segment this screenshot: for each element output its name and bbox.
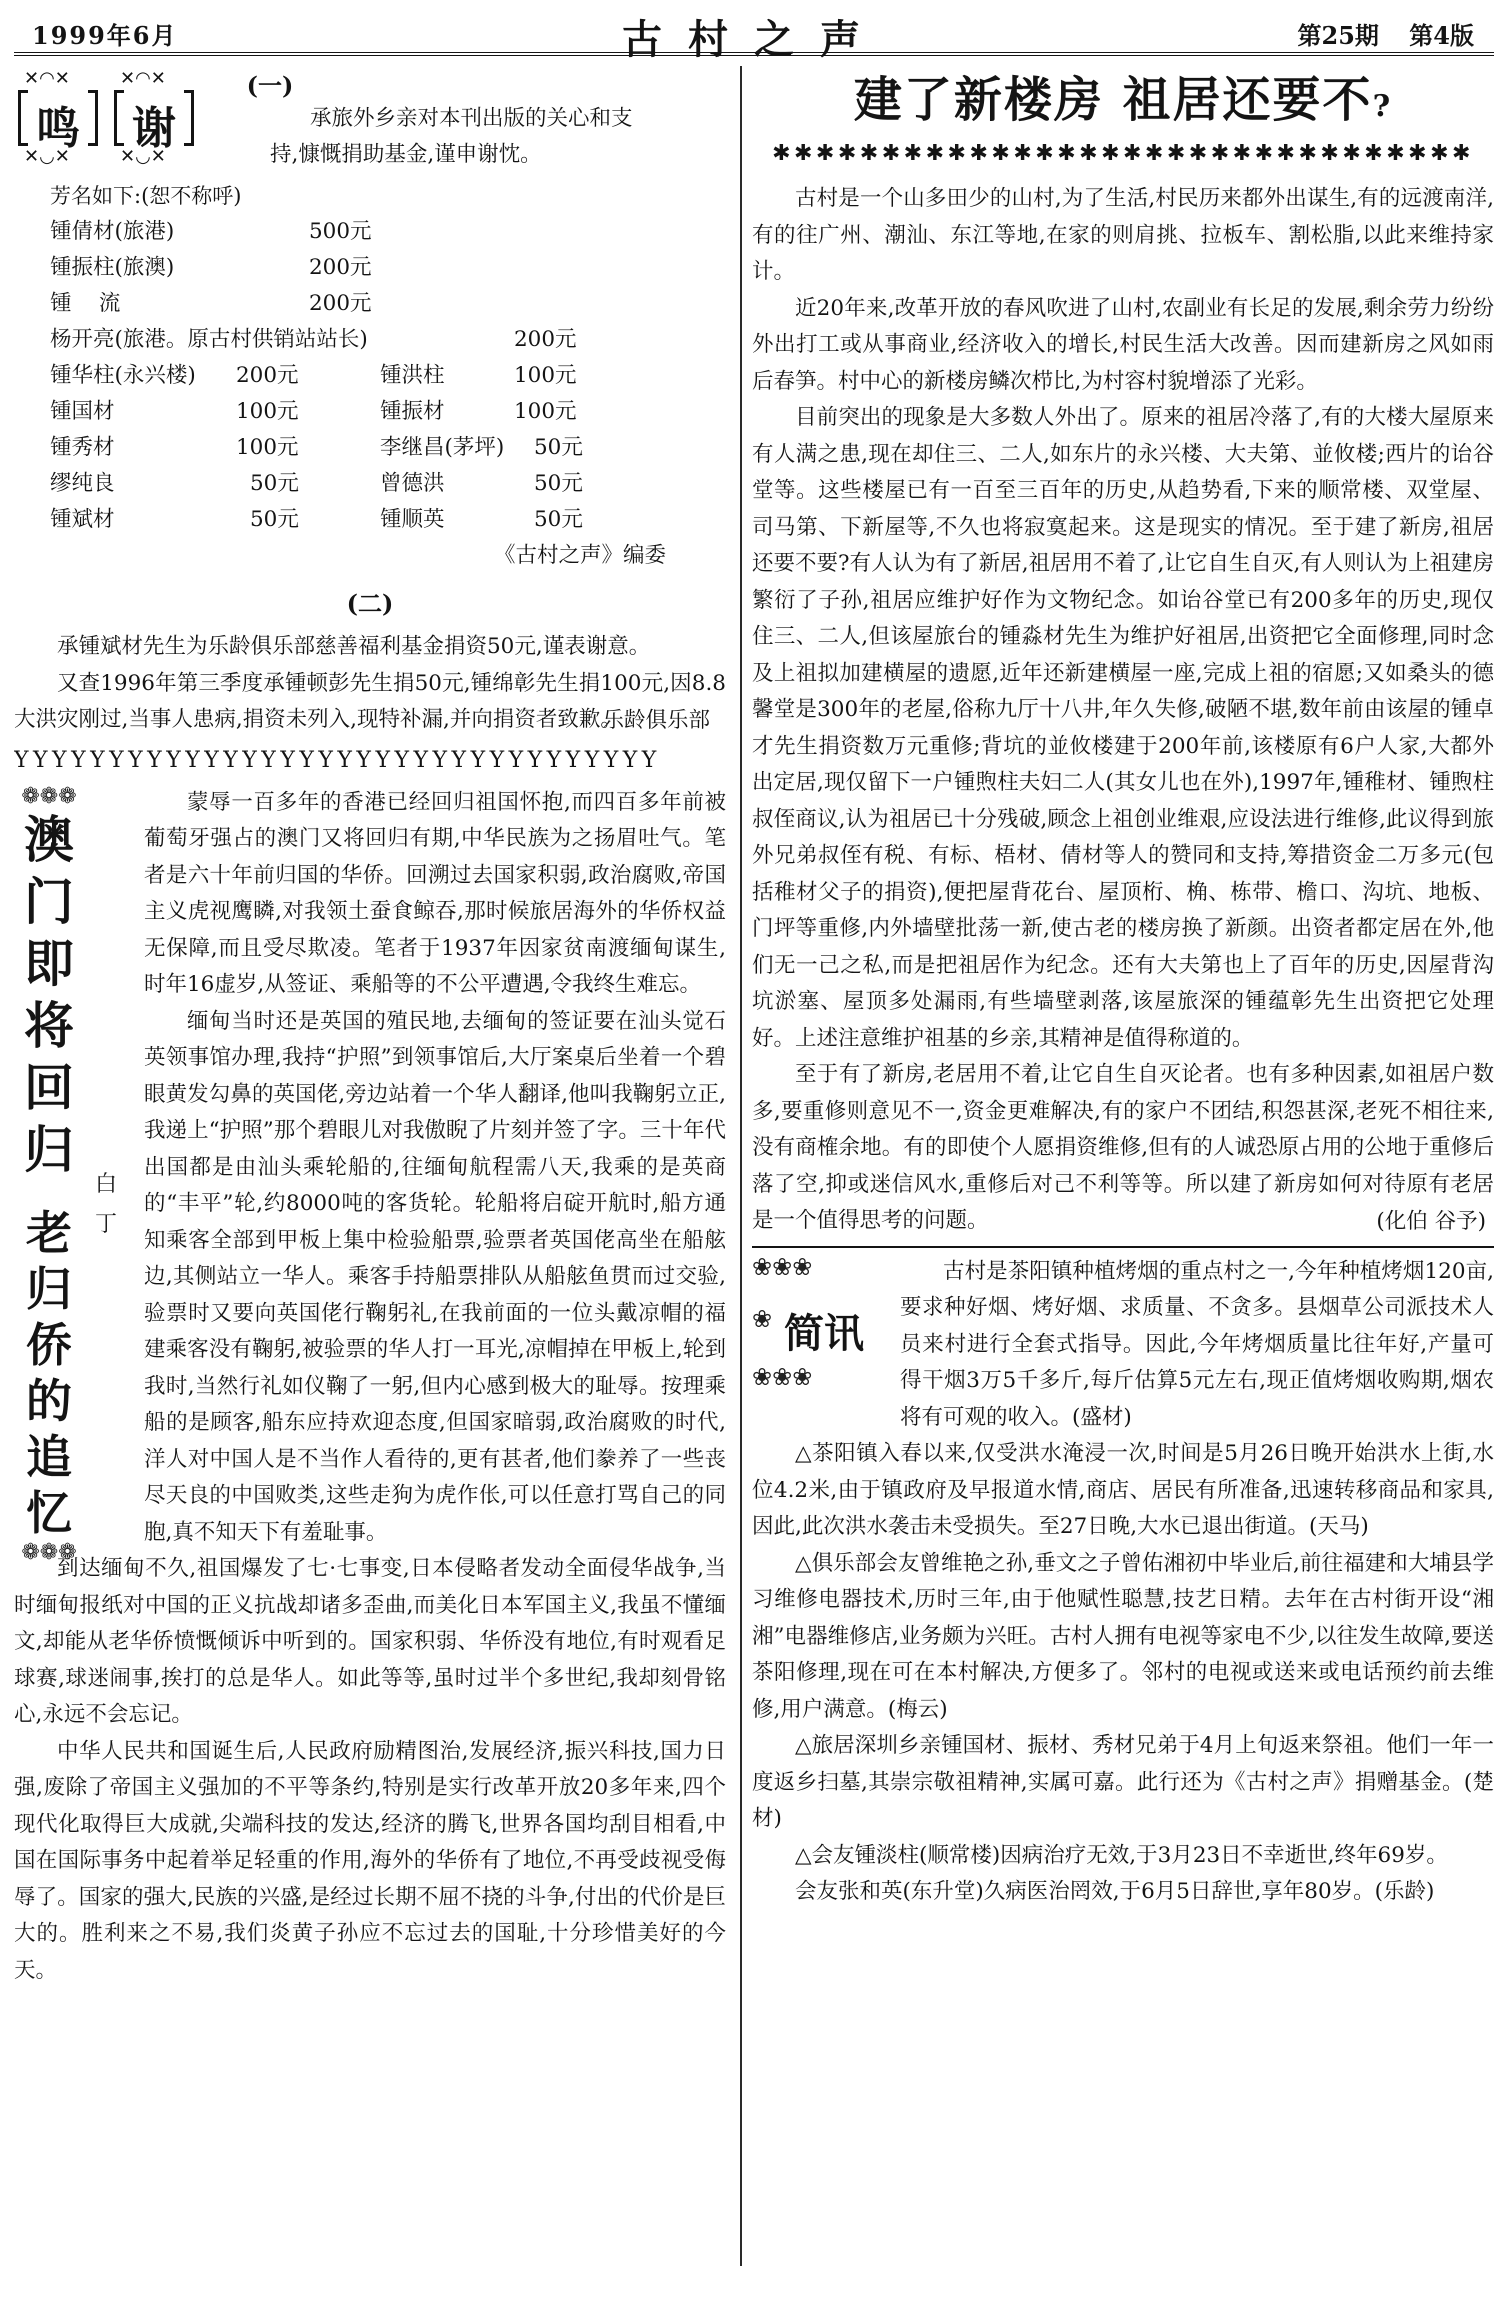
donor-list [14, 214, 726, 538]
brief-item [752, 1728, 1494, 1838]
knot-ornament-icon: ✕◡✕ [24, 146, 70, 167]
flower-ornament-icon: ❀❀❀ [752, 1362, 813, 1391]
thanks-deco-left [18, 70, 98, 166]
donor-row [14, 358, 726, 394]
brief-credit: (乐龄) [1374, 1879, 1435, 1904]
knot-ornament-icon: ✕◠✕ [24, 68, 70, 89]
donor-name: 锺振材 [380, 399, 445, 424]
donor-amount: 500元 [309, 219, 372, 244]
donor-list-title: 芳名如下:(恕不称呼) [50, 184, 242, 208]
donor-name: 锺洪柱 [380, 363, 445, 388]
brief-item [752, 1838, 1494, 1875]
thanks-header [14, 66, 726, 178]
donor-name: 杨开亮(旅港。原古村供销站站长) [50, 327, 368, 352]
author-char: 丁 [94, 1211, 117, 1237]
section-number-1: (一) [246, 71, 294, 100]
donor-name: 锺 流 [50, 291, 121, 316]
donor-name: 锺秀材 [50, 435, 115, 460]
donor-amount: 200元 [309, 291, 372, 316]
brief-text: 会友张和英(东升堂)久病医治罔效,于6月5日辞世,享年80岁。 [795, 1879, 1375, 1904]
donor-row [14, 430, 726, 466]
donor-amount: 200元 [514, 327, 577, 352]
right-column [752, 66, 1494, 1911]
title-char: 归 [26, 1261, 72, 1316]
brief-item [752, 1874, 1494, 1911]
donor-amount: 100元 [514, 363, 577, 388]
macao-paragraph: 到达缅甸不久,祖国爆发了七·七事变,日本侵略者发动全面侵华战争,当时缅甸报纸对中国的正义抗战却诸多歪曲,而美化日本军国主义,我虽不懂缅文,却能从老华侨愤慨倾诉中听到的。国家积弱、华侨没有地位,有时观看足球赛,球迷闹事,挨打的总是华人。如此等等,虽时过半个多世纪,我却刻骨铭心,永远不会忘记。 [14, 1556, 726, 1727]
brief-text: △俱乐部会友曾维艳之孙,垂文之子曾佑湘初中毕业后,前往福建和大埔县学习维修电器技术,历时三年,由于他赋性聪慧,技艺日精。去年在古村街开设“湘湘”电器维修店,业务颇为兴旺。古村人拥有电视等家电不少,以往发生故障,要送茶阳修理,现在可在本村解决,方便多了。邻村的电视或送来或电话预约前去维修,用户满意。 [752, 1550, 1494, 1722]
donor-amount: 200元 [309, 255, 372, 280]
macao-body-indented [144, 785, 726, 1004]
thanks-intro [210, 66, 710, 173]
donor-name: 缪纯良 [50, 471, 115, 496]
brief-text: 古村是茶阳镇种植烤烟的重点村之一,今年种植烤烟120亩,要求种好烟、烤好烟、求质量、不贪多。县烟草公司派技术人员来村进行全套式指导。因此,今年烤烟质量比往年好,产量可得干烟3万5千多斤,每斤估算5元左右,现正值烤烟收购期,烟农将有可观的收入。 [900, 1258, 1494, 1430]
donor-amount: 100元 [236, 435, 299, 460]
macao-title [14, 785, 84, 1565]
issue-date: 1999年6月 [32, 21, 178, 50]
donor-name: 锺倩材(旅港) [50, 219, 175, 244]
author-char: 白 [94, 1171, 117, 1197]
donor-row [14, 394, 726, 430]
macao-body [144, 1004, 726, 1552]
donor-name: 锺华柱(永兴楼) [50, 363, 196, 388]
issue-info [1276, 16, 1474, 51]
macao-article [14, 785, 726, 1990]
donor-amount: 100元 [514, 399, 577, 424]
title-char: 追 [26, 1429, 72, 1484]
donor-amount: 50元 [534, 435, 583, 460]
donor-amount: 50元 [534, 471, 583, 496]
y-ornament-divider: YYYYYYYYYYYYYYYYYYYYYYYYYYYYYYYYYY [14, 747, 661, 773]
brief-credit: (天马) [1309, 1514, 1369, 1539]
title-char: 忆 [26, 1485, 72, 1540]
column-divider [740, 66, 742, 2266]
macao-paragraph: 中华人民共和国诞生后,人民政府励精图治,发展经济,振兴科技,国力日强,废除了帝国主义强加的不平等条约,特别是实行改革开放20多年来,四个现代化取得巨大成就,尖端科技的发达,经济的腾飞,世界各国均刮目相看,中国在国际事务中起着举足轻重的作用,海外的华侨有了地位,不再受歧视受侮辱了。国家的强大,民族的兴盛,是经过长期不屈不挠的斗争,付出的代价是巨大的。胜利来之不易,我们炎黄子孙应不忘过去的国耻,十分珍惜美好的今天。 [14, 1738, 726, 1983]
brief-title: 简讯 [784, 1309, 864, 1357]
donor-amount: 50元 [534, 507, 583, 532]
brief-title-box [752, 1254, 884, 1400]
macao-paragraph: 蒙辱一百多年的香港已经回归祖国怀抱,而四百多年前被葡萄牙强占的澳门又将回归有期,中华民族为之扬眉吐气。笔者是六十年前归国的华侨。回溯过去国家积弱,政治腐败,帝国主义虎视鹰瞵,对我领土蚕食鲸吞,那时候旅居海外的华侨权益无保障,而且受尽欺凌。笔者于1937年因家贫南渡缅甸谋生,时年16虚岁,从签证、乘船等的不公平遭遇,令我终生难忘。 [144, 789, 726, 997]
brief-item [752, 1436, 1494, 1546]
title-char: 将 [24, 995, 74, 1055]
donor-row [14, 322, 726, 358]
masthead [14, 6, 1494, 63]
article-paragraph: 至于有了新房,老居用不着,让它自生自灭论者。也有多种因素,如祖居户数多,要重修则意见不一,资金更难解决,有的家户不团结,积怨甚深,老死不相往来,没有商榷余地。有的即使个人愿捐资维修,但有的人诚恐原占用的公地于重修后落了空,抑或迷信风水,重修后对己不利等等。所以建了新房如何对待原有老居是一个值得思考的问题。 [752, 1062, 1494, 1233]
flower-ornament-icon: ❁❁❁ [21, 783, 77, 809]
thanks-part2-p2: 又查1996年第三季度承锺顿彭先生捐50元,锺绵彰先生捐100元,因8.8大洪灾刚过,当事人患病,捐资未列入,现特补漏,并向捐资者致歉。 [14, 670, 726, 732]
left-column [14, 66, 726, 1989]
donor-name: 锺顺英 [380, 507, 445, 532]
donor-amount: 50元 [250, 507, 299, 532]
thanks-char-2: 谢 [132, 103, 176, 154]
issue-number: 第25期 [1297, 21, 1379, 50]
thanks-signature-2: 乐龄俱乐部 [602, 707, 710, 733]
star-divider: ✱✱✱✱✱✱✱✱✱✱✱✱✱✱✱✱✱✱✱✱✱✱✱✱✱✱✱✱✱✱✱✱ [772, 141, 1474, 166]
title-char: 的 [26, 1373, 72, 1428]
title-char: 老 [26, 1205, 72, 1260]
flower-ornament-icon: ❀ [752, 1304, 773, 1333]
donor-amount: 100元 [236, 399, 299, 424]
title-char: 即 [24, 933, 74, 993]
donor-row [14, 214, 726, 250]
macao-paragraph: 缅甸当时还是英国的殖民地,去缅甸的签证要在汕头觉石英领事馆办理,我持“护照”到领事馆后,大厅案桌后坐着一个碧眼黄发勾鼻的英国佬,旁边站着一个华人翻译,他叫我鞠躬立正,我递上“护照”那个碧眼儿对我傲睨了片刻并签了字。三十年代出国都是由汕头乘轮船的,往缅甸航程需八天,我乘的是英商的“丰平”轮,约8000吨的客货轮。轮船将启碇开航时,船方通知乘客全部到甲板上集中检验船票,验票者英国佬高坐在船舷边,其侧站立一华人。乘客手持船票排队从船舷鱼贯而过交验,验票时又要向英国佬行鞠躬礼,在我前面的一位头戴凉帽的福建乘客没有鞠躬,被验票的华人打一耳光,凉帽掉在甲板上,轮到我时,当然行礼如仪鞠了一躬,但内心感到极大的耻辱。按理乘船的是顾客,船东应持欢迎态度,但国家暗弱,政治腐败的时代,洋人对中国人是不当作人看待的,更有甚者,他们豢养了一些丧尽天良的中国败类,这些走狗为虎作伥,可以任意打骂自己的同胞,真不知天下有羞耻事。 [144, 1008, 726, 1545]
title-char: 澳 [24, 809, 74, 869]
donor-name: 锺国材 [50, 399, 115, 424]
brief-item [752, 1546, 1494, 1729]
article-paragraph: 古村是一个山多田少的山村,为了生活,村民历来都外出谋生,有的远渡南洋,有的往广州、潮汕、东江等地,在家的则肩挑、拉板车、割松脂,以此来维持家计。 [752, 186, 1494, 284]
title-char: 归 [24, 1119, 74, 1179]
thanks-intro-line1: 承旅外乡亲对本刊出版的关心和支 [310, 106, 633, 131]
donor-amount: 200元 [236, 363, 299, 388]
thanks-signature-1: 《古村之声》编委 [493, 543, 666, 568]
article-paragraph: 目前突出的现象是大多数人外出了。原来的祖居冷落了,有的大楼大屋原来有人满之患,现在却住三、二人,如东片的永兴楼、大夫第、並攸楼;西片的诒谷堂等。这些楼屋已有一百至三百年的历史,从趋势看,下来的顺常楼、双堂屋、司马第、下新屋等,不久也将寂寞起来。这是现实的情况。至于建了新房,祖居还要不要?有人认为有了新居,祖居用不着了,让它自生自灭,有人则认为上祖建房繁衍了子孙,祖居应维护好作为文物纪念。如诒谷堂已有200多年的历史,现仅住三、二人,但该屋旅台的锺淼材先生为维护好祖居,出资把它全面修理,同时念及上祖拟加建横屋的遗愿,近年还新建横屋一座,完成上祖的宿愿;又如桑头的德馨堂是300年的老屋,俗称九厅十八井,年久失修,破陋不堪,数年前由该屋的锺卓才先生捐资数万元重修;背坑的並攸楼建于200年前,该楼原有6户人家,大都外出定居,现仅留下一户锺煦柱夫妇二人(其女儿也在外),1997年,锺稚材、锺煦柱叔侄商议,认为祖居已十分残破,顾念上祖创业维艰,应设法进行维修,此议得到旅外兄弟叔侄有税、有标、梧材、倩材等人的赞同和支持,筹措资金二万多元(包括稚材父子的捐资),便把屋背花台、屋顶桁、桷、栋带、檐口、沟坑、地板、门坪等重修,内外墙壁批荡一新,使古老的楼房换了新颜。出资者都定居在外,他们无一己之私,而是把祖居作为纪念。还有大夫第也上了百年的历史,因屋背沟坑淤塞、屋顶多处漏雨,有些墙壁剥落,该屋旅深的锺蕴彰先生出资把它处理好。上述注意维护祖基的乡亲,其精神是值得称道的。 [752, 405, 1494, 1051]
donor-row [14, 286, 726, 322]
brief-text: △旅居深圳乡亲锺国材、振材、秀材兄弟于4月上旬返来祭祖。他们一年一度返乡扫墓,其崇宗敬祖精神,实属可嘉。此行还为《古村之声》捐赠基金。 [752, 1733, 1494, 1795]
thanks-part2-p1: 承锺斌材先生为乐龄俱乐部慈善福利基金捐资50元,谨表谢意。 [57, 634, 651, 659]
brief-item [900, 1254, 1494, 1437]
brief-credit: (盛材) [1072, 1404, 1132, 1430]
donor-row [14, 466, 726, 502]
flower-ornament-icon: ❀❀❀ [752, 1252, 813, 1281]
knot-ornament-icon: ✕◠✕ [120, 68, 166, 89]
donor-name: 锺振柱(旅澳) [50, 255, 175, 280]
brief-credit: (楚材) [752, 1769, 1494, 1831]
brief-divider [752, 1246, 1494, 1248]
page-number: 第4版 [1409, 21, 1474, 50]
donor-name: 曾德洪 [380, 471, 445, 496]
title-char: 门 [24, 871, 74, 931]
brief-text: △会友锺淡柱(顺常楼)因病治疗无效,于3月23日不幸逝世,终年69岁。 [795, 1842, 1448, 1868]
brief-credit: (梅云) [887, 1696, 948, 1722]
donor-name: 锺斌材 [50, 507, 115, 532]
thanks-deco-right [114, 70, 194, 166]
thanks-char-1: 鸣 [36, 103, 80, 154]
macao-author [94, 1165, 118, 1245]
donor-row [14, 502, 726, 538]
donor-name: 李继昌(茅坪) [380, 435, 505, 460]
donor-row [14, 250, 726, 286]
article-byline: (化伯 谷予) [1376, 1208, 1486, 1234]
knot-ornament-icon: ✕◡✕ [120, 146, 166, 167]
thanks-intro-line2: 持,慷慨捐助基金,谨申谢忱。 [270, 142, 542, 167]
brief-text: △茶阳镇入春以来,仅受洪水淹浸一次,时间是5月26日晚开始洪水上街,水位4.2米,由于镇政府及早报道水情,商店、居民有所准备,迅速转移商品和家具,因此,此次洪水袭击未受损失。至27日晚,大水已退出街道。 [752, 1441, 1494, 1539]
article-paragraph: 近20年来,改革开放的春风吹进了山村,农副业有长足的发展,剩余劳力纷纷外出打工或从事商业,经济收入的增长,村民生活大改善。因而建新房之风如雨后春笋。村中心的新楼房鳞次栉比,为村容村貌增添了光彩。 [752, 295, 1494, 394]
news-brief [752, 1254, 1494, 1911]
article-headline [752, 70, 1494, 137]
section-number-2: (二) [346, 589, 394, 618]
title-char: 回 [24, 1057, 74, 1117]
title-char: 侨 [26, 1317, 72, 1372]
headline-question-mark: ? [1372, 89, 1393, 124]
donor-amount: 50元 [250, 471, 299, 496]
paper-name: 古村之声 [622, 16, 886, 63]
flower-ornament-icon: ❁❁❁ [21, 1539, 77, 1565]
headline-text: 建了新楼房 祖居还要不 [853, 72, 1373, 128]
